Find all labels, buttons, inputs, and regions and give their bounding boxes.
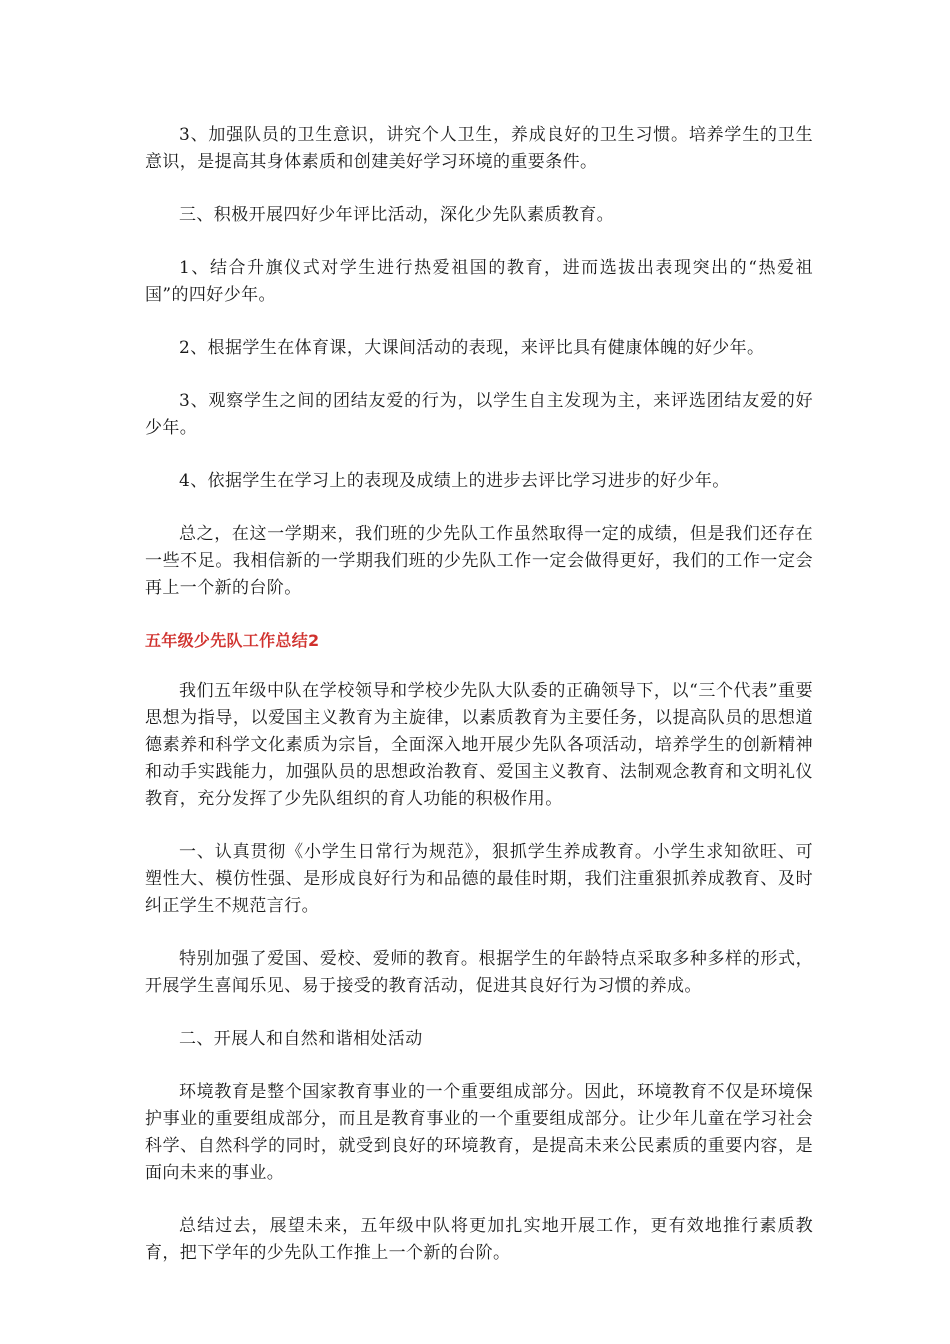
paragraph-patriotism: 特别加强了爱国、爱校、爱师的教育。根据学生的年龄特点采取多种多样的形式，开展学生喜闻乐见、易于接受的教育活动，促进其良好行为习惯的养成。 <box>145 949 813 996</box>
paragraph-love-country: 1、结合升旗仪式对学生进行热爱祖国的教育，进而选拔出表现突出的“热爱祖国”的四好少年。 <box>145 258 813 305</box>
paragraph-unity: 3、观察学生之间的团结友爱的行为，以学生自主发现为主，来评选团结友爱的好少年。 <box>145 391 813 438</box>
paragraph-nature-heading: 二、开展人和自然和谐相处活动 <box>179 1029 423 1049</box>
paragraph-environment: 环境教育是整个国家教育事业的一个重要组成部分。因此，环境教育不仅是环境保护事业的重要组成部分，而且是教育事业的一个重要组成部分。让少年儿童在学习社会科学、自然科学的同时，就受到良好的环境教育，是提高未来公民素质的重要内容，是面向未来的事业。 <box>145 1082 813 1183</box>
paragraph-hygiene: 3、加强队员的卫生意识，讲究个人卫生，养成良好的卫生习惯。培养学生的卫生意识，是提高其身体素质和创建美好学习环境的重要条件。 <box>145 125 813 172</box>
paragraph-intro: 我们五年级中队在学校领导和学校少先队大队委的正确领导下，以“三个代表”重要思想为指导，以爱国主义教育为主旋律，以素质教育为主要任务，以提高队员的思想道德素养和科学文化素质为宗旨，全面深入地开展少先队各项活动，培养学生的创新精神和动手实践能力，加强队员的思想政治教育、爱国主义教育、法制观念教育和文明礼仪教育，充分发挥了少先队组织的育人功能的积极作用。 <box>145 681 813 809</box>
paragraph-summary: 总结过去，展望未来，五年级中队将更加扎实地开展工作，更有效地推行素质教育，把下学年的少先队工作推上一个新的台阶。 <box>145 1216 813 1263</box>
paragraph-sports: 2、根据学生在体育课，大课间活动的表现，来评比具有健康体魄的好少年。 <box>179 338 765 358</box>
document-page <box>145 122 813 1293</box>
paragraph-behavior-norms: 一、认真贯彻《小学生日常行为规范》，狠抓学生养成教育。小学生求知欲旺、可塑性大、模仿性强、是形成良好行为和品德的最佳时期，我们注重狠抓养成教育、及时纠正学生不规范言行。 <box>145 842 813 916</box>
paragraph-study-progress: 4、依据学生在学习上的表现及成绩上的进步去评比学习进步的好少年。 <box>179 471 730 491</box>
section-title: 五年级少先队工作总结2 <box>145 631 320 650</box>
paragraph-section-three-heading: 三、积极开展四好少年评比活动，深化少先队素质教育。 <box>179 205 614 225</box>
paragraph-conclusion: 总之，在这一学期来，我们班的少先队工作虽然取得一定的成绩，但是我们还存在一些不足。我相信新的一学期我们班的少先队工作一定会做得更好，我们的工作一定会再上一个新的台阶。 <box>145 524 813 598</box>
